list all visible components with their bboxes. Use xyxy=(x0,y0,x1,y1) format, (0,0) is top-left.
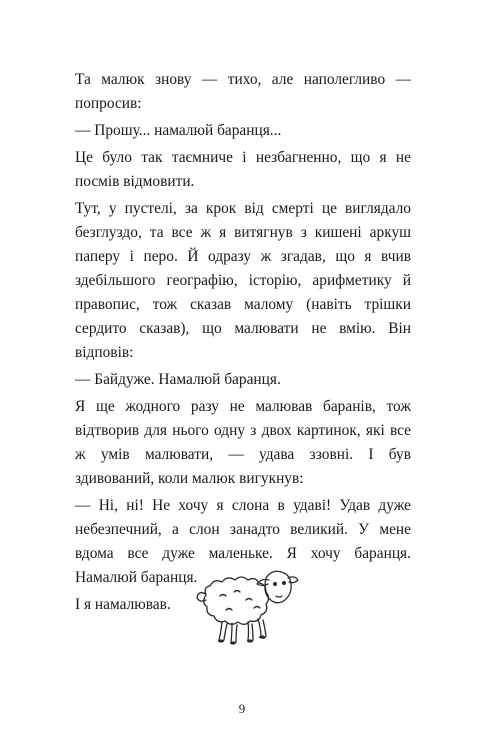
paragraph-6: Я ще жодного разу не малював баранів, тож відтворив для нього одну з двох картинок, які все ж умів малювати, — удава ззовні. І був здивований, коли малюк вигукнув: xyxy=(75,398,411,487)
paragraph-2: — Прошу... намалюй баранця... xyxy=(75,122,282,139)
lamb-drawing-icon xyxy=(170,556,320,666)
paragraph-5: — Байдуже. Намалюй баранця. xyxy=(75,371,281,388)
paragraph-3: Це було так таємниче і незбагненно, що я не посмів відмовити. xyxy=(75,149,411,190)
paragraph-1: Та малюк знову — тихо, але наполегливо — попросив: xyxy=(75,71,411,112)
paragraph-4: Тут, у пустелі, за крок від смерті це виглядало безглуздо, та все ж я витягнув з кишені аркуш паперу і перо. Й одразу ж згадав, що я вчив здебільшого географію, історію, арифметику й правопис, тож сказав малому (навіть трішки сердито сказав), що малювати не вмію. Він відповів: xyxy=(75,200,411,361)
paragraph-8: І я намалював. xyxy=(75,596,171,613)
body-text xyxy=(75,68,411,620)
page-number: 9 xyxy=(238,701,246,716)
paragraph-7: — Ні, ні! Не хочу я слона в удаві! Удав дуже небезпечний, а слон занадто великий. У мене вдома все дуже маленьке. Я хочу баранця. Намалюй баранця. xyxy=(75,497,411,586)
